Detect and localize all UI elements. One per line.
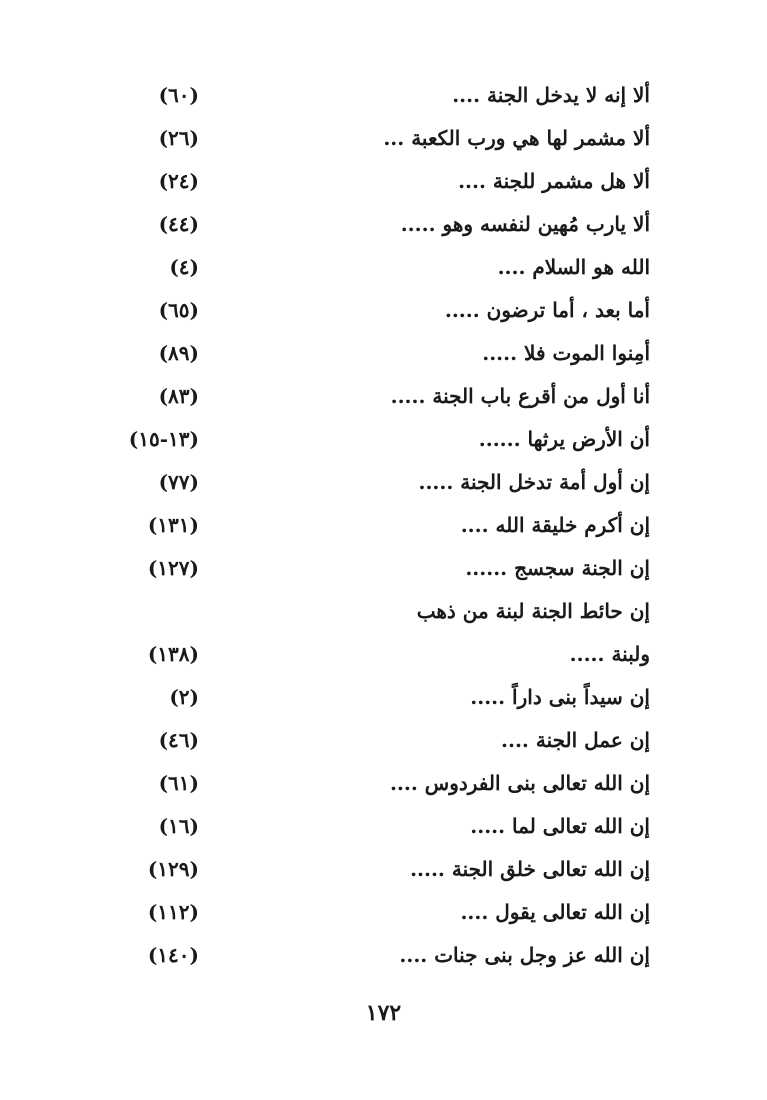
entry-reference: (٦١): [158, 771, 199, 795]
entry-text: إن الله تعالى يقول ....: [460, 900, 650, 924]
entry-reference: (١٣٨): [147, 642, 199, 666]
entry-reference: (١٣-١٥): [128, 427, 199, 451]
list-item: [0, 418, 767, 461]
entry-text: إن عمل الجنة ....: [501, 728, 650, 752]
entry-reference: (١٢٩): [147, 857, 199, 881]
entry-text: إن أول أمة تدخل الجنة .....: [418, 470, 650, 494]
entry-reference: (٤٤): [158, 212, 199, 236]
list-item: [0, 719, 767, 762]
entry-text: ولبنة .....: [569, 642, 650, 666]
entry-reference: (٢٦): [158, 126, 199, 150]
list-item: [0, 848, 767, 891]
list-item: [0, 805, 767, 848]
entry-text: ألا هل مشمر للجنة ....: [458, 169, 650, 193]
entry-reference: (٢٤): [158, 169, 199, 193]
entry-text: إن الله تعالى لما .....: [470, 814, 650, 838]
entry-reference: (٨٣): [158, 384, 199, 408]
entry-reference: (٧٧): [158, 470, 199, 494]
list-item: [0, 332, 767, 375]
entry-text: أن الأرض يرثها ......: [478, 427, 650, 451]
entry-reference: (٦٠): [158, 83, 199, 107]
entry-text: الله هو السلام ....: [497, 255, 650, 279]
page-number: ١٧٢: [365, 1000, 402, 1026]
entry-text: إن أكرم خليقة الله ....: [460, 513, 650, 537]
entry-text: إن الله عز وجل بنى جنات ....: [399, 943, 650, 967]
list-item: [0, 203, 767, 246]
entry-reference: (٦٥): [158, 298, 199, 322]
entry-reference: (٨٩): [158, 341, 199, 365]
entry-reference: (٢): [169, 685, 199, 709]
entry-text: ألا مشمر لها هي ورب الكعبة ...: [383, 126, 650, 150]
entry-text: إن الله تعالى بنى الفردوس ....: [389, 771, 650, 795]
index-list: [0, 74, 767, 977]
list-item: [0, 633, 767, 676]
list-item: [0, 246, 767, 289]
list-item: [0, 891, 767, 934]
entry-text: إن سيداً بنى داراً .....: [470, 685, 650, 709]
entry-text: أمِنوا الموت فلا .....: [482, 341, 650, 365]
entry-text: ألا يارب مُهين لنفسه وهو .....: [400, 212, 650, 236]
list-item: [0, 375, 767, 418]
list-item: [0, 934, 767, 977]
list-item: [0, 504, 767, 547]
list-item: [0, 74, 767, 117]
entry-reference: (١١٢): [147, 900, 199, 924]
entry-reference: (١٤٠): [147, 943, 199, 967]
list-item: [0, 289, 767, 332]
list-item: [0, 461, 767, 504]
entry-reference: (٤٦): [158, 728, 199, 752]
entry-text: إن حائط الجنة لبنة من ذهب: [416, 599, 650, 623]
entry-text: إن الجنة سجسج ......: [465, 556, 650, 580]
entry-reference: (١٢٧): [147, 556, 199, 580]
entry-text: إن الله تعالى خلق الجنة .....: [410, 857, 650, 881]
entry-reference: (١٦): [158, 814, 199, 838]
entry-text: ألا إنه لا يدخل الجنة ....: [452, 83, 650, 107]
entry-text: أما بعد ، أما ترضون .....: [444, 298, 650, 322]
entry-text: أنا أول من أقرع باب الجنة .....: [390, 384, 650, 408]
list-item: [0, 762, 767, 805]
list-item: [0, 160, 767, 203]
list-item: [0, 590, 767, 633]
list-item: [0, 547, 767, 590]
entry-reference: (٤): [169, 255, 199, 279]
list-item: [0, 117, 767, 160]
list-item: [0, 676, 767, 719]
entry-reference: (١٣١): [147, 513, 199, 537]
